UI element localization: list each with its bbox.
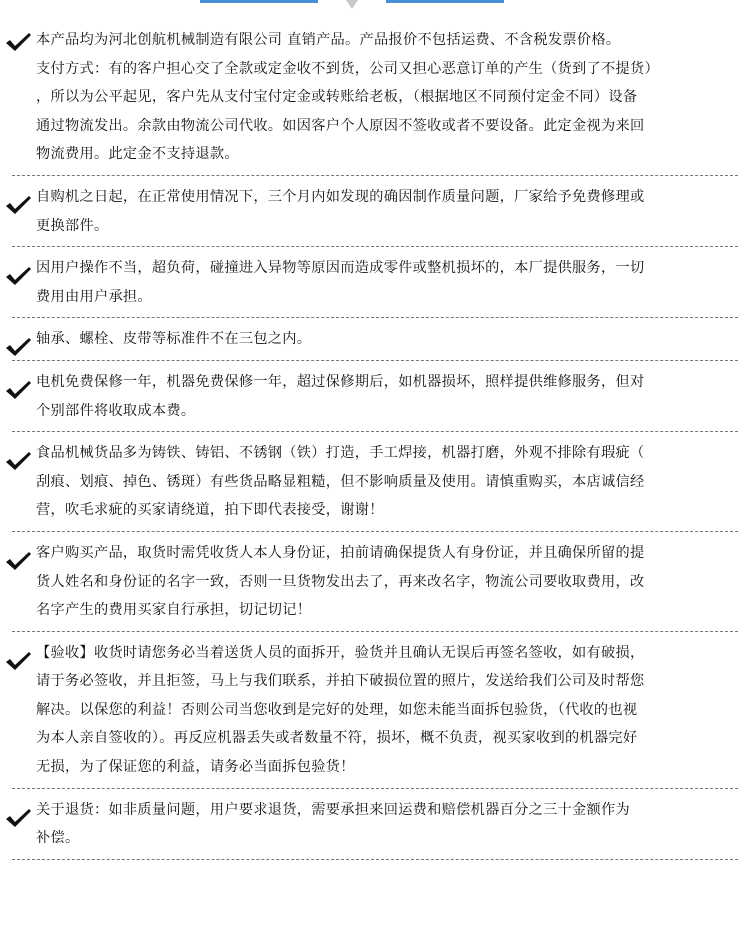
policy-item [0, 26, 750, 169]
dashed-divider [12, 360, 738, 361]
policy-item [0, 254, 750, 311]
policy-text-line: 食品机械货品多为铸铁、铸铝、不锈钢（铁）打造，手工焊接，机器打磨，外观不排除有瑕疵（ [36, 445, 645, 462]
top-decoration [0, 0, 750, 14]
policy-text-line: 名字产生的费用买家自行承担，切记切记！ [36, 602, 312, 619]
dashed-divider [12, 531, 738, 532]
policy-text-line: 更换部件。 [36, 217, 109, 234]
policy-text-line: 为本人亲自签收的）。再反应机器丢失或者数量不符，损坏，概不负责，视买家收到的机器完好 [36, 730, 638, 747]
dashed-divider [12, 431, 738, 432]
policy-item [0, 439, 750, 525]
policy-text-line: 通过物流发出。余款由物流公司代收。如因客户个人原因不签收或者不要设备。此定金视为来回 [36, 117, 645, 134]
policy-text-line: 【验收】收货时请您务必当着送货人员的面拆开，验货并且确认无误后再签名签收，如有破损， [36, 644, 645, 661]
dashed-divider [12, 631, 738, 632]
top-accent-bar-left [200, 0, 318, 3]
policy-item [0, 368, 750, 425]
dashed-divider [12, 788, 738, 789]
policy-text-line: 个别部件将收取成本费。 [36, 402, 196, 419]
policy-text-line: 自购机之日起，在正常使用情况下，三个月内如发现的确因制作质量问题，厂家给予免费修理或 [36, 188, 645, 205]
policy-item [0, 639, 750, 782]
policy-text-line: 客户购买产品，取货时需凭收货人本人身份证，拍前请确保提货人有身份证，并且确保所留的提 [36, 544, 645, 561]
policy-text-line: 请于务必签收，并且拒签，马上与我们联系，并拍下破损位置的照片，发送给我们公司及时帮您 [36, 673, 645, 690]
policy-text-line: 因用户操作不当，超负荷，碰撞进入异物等原因而造成零件或整机损坏的，本厂提供服务，一切 [36, 260, 645, 277]
policy-list [0, 26, 750, 867]
checkmark-icon [4, 380, 32, 400]
policy-text-line: 刮痕、划痕、掉色、锈斑）有些货品略显粗糙，但不影响质量及使用。请慎重购买，本店诚信经 [36, 473, 645, 490]
dashed-divider [12, 175, 738, 176]
policy-item [0, 183, 750, 240]
policy-text-line: 物流费用。此定金不支持退款。 [36, 146, 239, 163]
policy-item [0, 539, 750, 625]
policy-text-line: 货人姓名和身份证的名字一致，否则一旦货物发出去了，再来改名字，物流公司要收取费用，改 [36, 573, 645, 590]
policy-text-line: 关于退货：如非质量问题，用户要求退货，需要承担来回运费和赔偿机器百分之三十金额作为 [36, 801, 630, 818]
checkmark-icon [4, 337, 32, 357]
policy-text-line: 营，吹毛求疵的买家请绕道，拍下即代表接受，谢谢！ [36, 502, 384, 519]
dashed-divider [12, 317, 738, 318]
checkmark-icon [4, 551, 32, 571]
checkmark-icon [4, 451, 32, 471]
top-accent-bar-right [386, 0, 504, 3]
policy-text-line: 无损，为了保证您的利益，请务必当面拆包验货！ [36, 759, 355, 776]
policy-text-line: 本产品均为河北创航机械制造有限公司 直销产品。产品报价不包括运费、不含税发票价格。 [36, 32, 621, 48]
policy-item [0, 796, 750, 853]
checkmark-icon [4, 266, 32, 286]
policy-text-line: 轴承、螺栓、皮带等标准件不在三包之内。 [36, 331, 312, 348]
policy-text-line: 补偿。 [36, 830, 80, 847]
checkmark-icon [4, 651, 32, 671]
dashed-divider [12, 246, 738, 247]
policy-item [0, 325, 750, 354]
checkmark-icon [4, 195, 32, 215]
checkmark-icon [4, 32, 32, 52]
policy-text-line: ，所以为公平起见，客户先从支付宝付定金或转账给老板，（根据地区不同预付定金不同）设备 [36, 89, 638, 106]
policy-text-line: 电机免费保修一年，机器免费保修一年，超过保修期后，如机器损坏，照样提供维修服务，但对 [36, 373, 645, 390]
dashed-divider [12, 859, 738, 860]
policy-text-line: 支付方式：有的客户担心交了全款或定金收不到货，公司又担心恶意订单的产生（货到了不提货） [36, 60, 659, 77]
down-arrow-icon [346, 0, 358, 10]
checkmark-icon [4, 808, 32, 828]
policy-text-line: 解决。以保您的利益！否则公司当您收到是完好的处理，如您未能当面拆包验货，（代收的也视 [36, 701, 638, 718]
policy-text-line: 费用由用户承担。 [36, 288, 152, 305]
